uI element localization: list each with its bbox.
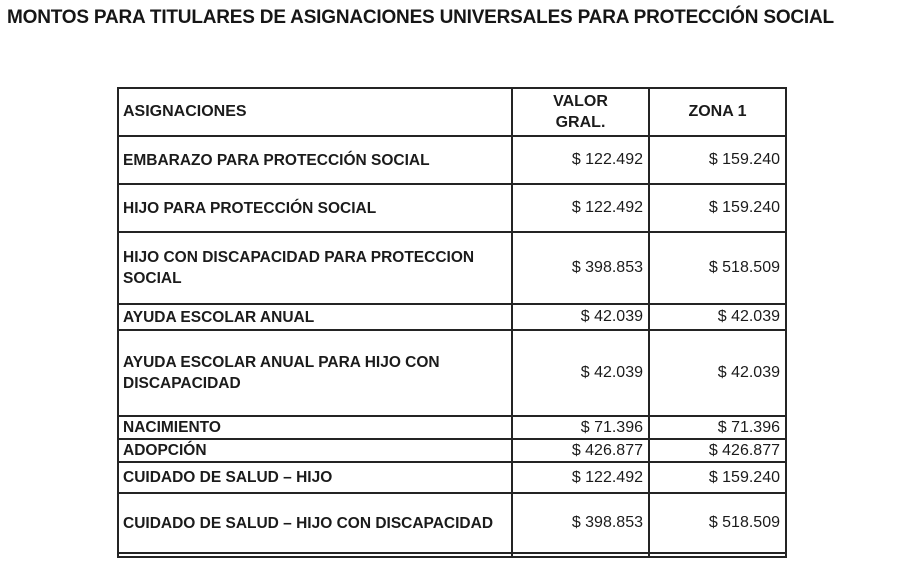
zona1-cell: $ 159.240 [649, 184, 786, 232]
table-row-partial [118, 553, 786, 557]
zona1-cell: $ 159.240 [649, 462, 786, 493]
valor-gral-cell: $ 42.039 [512, 304, 649, 330]
asignaciones-cell: CUIDADO DE SALUD – HIJO [118, 462, 512, 493]
table-row [118, 136, 786, 184]
zona1-cell: $ 518.509 [649, 232, 786, 304]
zona1-cell: $ 42.039 [649, 304, 786, 330]
valor-gral-cell: $ 122.492 [512, 136, 649, 184]
valor-gral-cell [512, 553, 649, 557]
table-row [118, 184, 786, 232]
valor-gral-cell: $ 122.492 [512, 184, 649, 232]
valor-gral-cell: $ 71.396 [512, 416, 649, 439]
asignaciones-cell [118, 553, 512, 557]
asignaciones-cell: EMBARAZO PARA PROTECCIÓN SOCIAL [118, 136, 512, 184]
amounts-table [117, 87, 787, 558]
table-row [118, 493, 786, 553]
table-row [118, 330, 786, 416]
zona1-cell [649, 553, 786, 557]
asignaciones-cell: AYUDA ESCOLAR ANUAL PARA HIJO CON DISCAPACIDAD [118, 330, 512, 416]
table-row [118, 232, 786, 304]
valor-gral-cell: $ 398.853 [512, 493, 649, 553]
table-row [118, 416, 786, 439]
zona1-cell: $ 159.240 [649, 136, 786, 184]
zona1-header: ZONA 1 [649, 88, 786, 136]
table-row [118, 304, 786, 330]
valor-gral-cell: $ 398.853 [512, 232, 649, 304]
zona1-cell: $ 518.509 [649, 493, 786, 553]
valor-gral-cell: $ 426.877 [512, 439, 649, 462]
document-title: MONTOS PARA TITULARES DE ASIGNACIONES UNIVERSALES PARA PROTECCIÓN SOCIAL [7, 7, 834, 28]
table-row [118, 439, 786, 462]
zona1-cell: $ 42.039 [649, 330, 786, 416]
asignaciones-header: ASIGNACIONES [118, 88, 512, 136]
valor-gral-cell: $ 122.492 [512, 462, 649, 493]
table-row [118, 462, 786, 493]
valor-gral-header [512, 88, 649, 136]
asignaciones-cell: NACIMIENTO [118, 416, 512, 439]
asignaciones-cell: ADOPCIÓN [118, 439, 512, 462]
asignaciones-cell: HIJO PARA PROTECCIÓN SOCIAL [118, 184, 512, 232]
zona1-cell: $ 426.877 [649, 439, 786, 462]
asignaciones-cell: AYUDA ESCOLAR ANUAL [118, 304, 512, 330]
valor-gral-header-label: VALOR GRAL. [553, 93, 608, 131]
asignaciones-cell: CUIDADO DE SALUD – HIJO CON DISCAPACIDAD [118, 493, 512, 553]
zona1-cell: $ 71.396 [649, 416, 786, 439]
asignaciones-cell: HIJO CON DISCAPACIDAD PARA PROTECCION SOCIAL [118, 232, 512, 304]
valor-gral-cell: $ 42.039 [512, 330, 649, 416]
table-header-row [118, 88, 786, 136]
